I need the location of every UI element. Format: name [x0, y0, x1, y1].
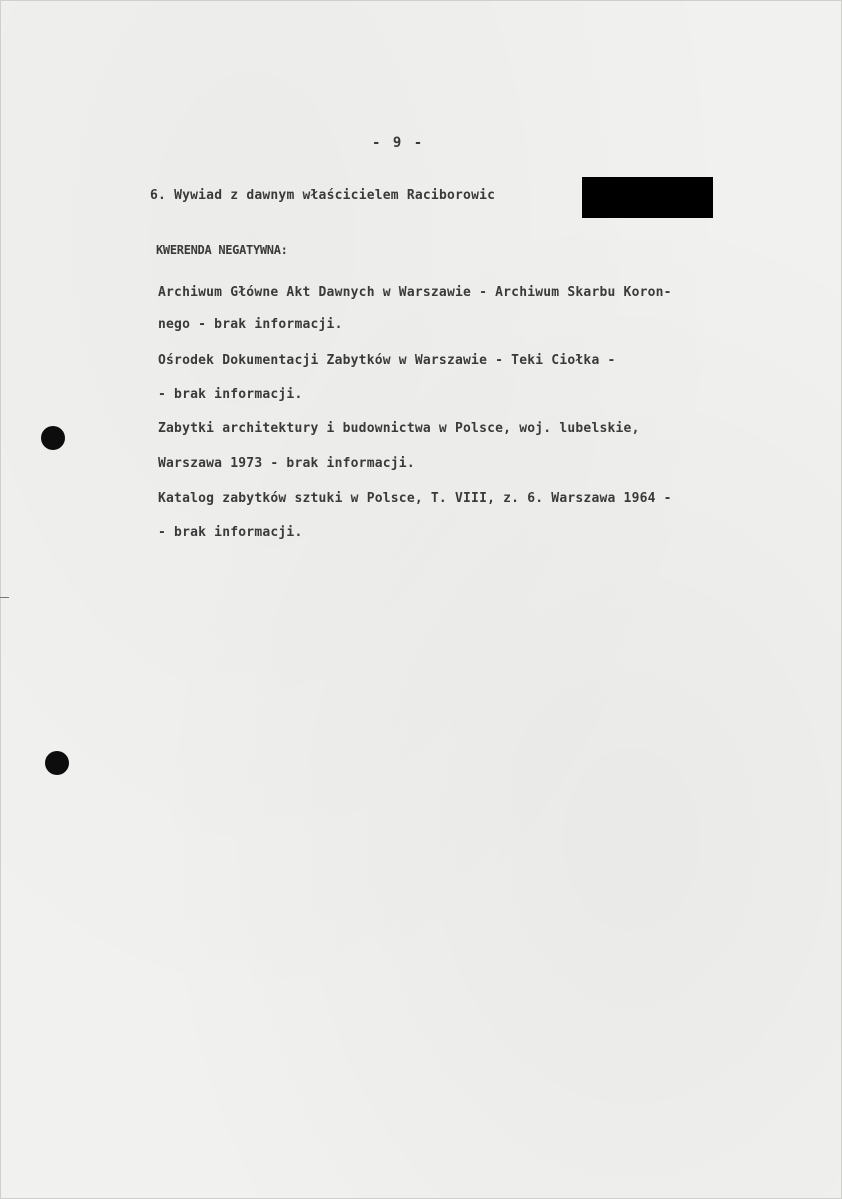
text-line: Warszawa 1973 - brak informacji. — [158, 456, 415, 471]
text-line: - brak informacji. — [158, 525, 303, 540]
text-line: - brak informacji. — [158, 387, 303, 402]
fold-mark — [0, 597, 9, 598]
redaction-box — [582, 177, 713, 218]
text-line: nego - brak informacji. — [158, 317, 343, 332]
text-line: Katalog zabytków sztuki w Polsce, T. VIII, z. 6. Warszawa 1964 - — [158, 491, 672, 506]
punch-hole-top — [41, 426, 65, 450]
page-number: - 9 - — [372, 135, 425, 151]
text-line: Zabytki architektury i budownictwa w Polsce, woj. lubelskie, — [158, 421, 640, 436]
text-line: Archiwum Główne Akt Dawnych w Warszawie - Archiwum Skarbu Koron- — [158, 285, 672, 300]
text-line: Ośrodek Dokumentacji Zabytków w Warszawie - Teki Ciołka - — [158, 353, 616, 368]
section-heading: KWERENDA NEGATYWNA: — [156, 243, 288, 257]
punch-hole-bottom — [45, 751, 69, 775]
item-title: 6. Wywiad z dawnym właścicielem Raciborowic — [150, 188, 496, 203]
